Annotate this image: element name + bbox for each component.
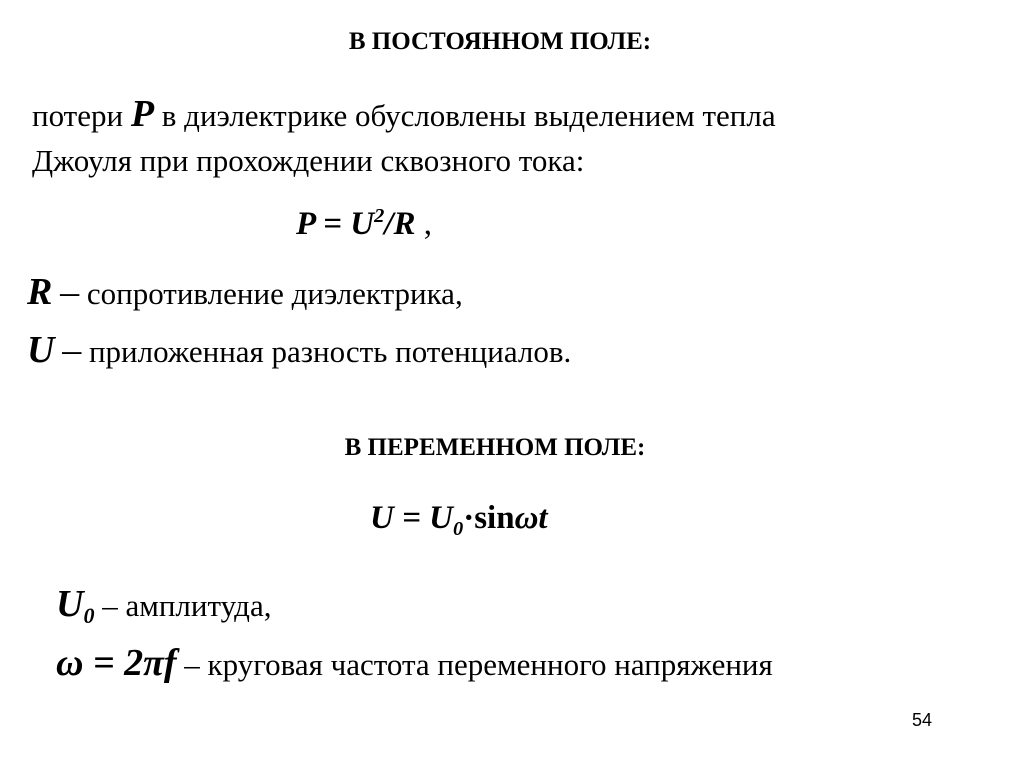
omega-text: – круговая частота переменного напряжения xyxy=(184,647,773,682)
ac-formula-omega-t: ωt xyxy=(514,500,548,536)
ac-heading: В ПЕРЕМЕННОМ ПОЛЕ: xyxy=(344,434,646,461)
resistance-dash: – xyxy=(60,271,80,313)
ac-def-amplitude xyxy=(56,582,272,629)
ac-formula-subscript: 0 xyxy=(452,517,464,540)
omega-symbol: ω = 2 xyxy=(56,642,144,684)
dc-def-resistance xyxy=(27,270,463,314)
dc-formula xyxy=(296,206,432,243)
voltage-dash: – xyxy=(62,329,82,371)
ac-def-omega xyxy=(56,641,773,685)
dc-line-2: Джоуля при прохождении сквозного тока: xyxy=(32,143,585,178)
ac-formula-sin: ·sin xyxy=(463,500,515,536)
dc-def-voltage xyxy=(27,328,571,372)
dc-power-symbol: P xyxy=(130,93,155,135)
amplitude-subscript: 0 xyxy=(83,603,95,629)
pi-symbol: π xyxy=(143,642,164,684)
voltage-text: приложенная разность потенциалов. xyxy=(88,334,572,369)
dc-formula-comma: , xyxy=(423,206,432,242)
resistance-text: сопротивление диэлектрика, xyxy=(86,276,463,311)
frequency-symbol: f xyxy=(163,642,177,684)
dc-formula-rhs: /R xyxy=(384,206,416,242)
dc-line-1 xyxy=(32,92,776,136)
dc-line-1-prefix: потери xyxy=(32,98,124,133)
dc-line-1-suffix: в диэлектрике обусловлены выделением тепла xyxy=(161,98,776,133)
resistance-symbol: R xyxy=(27,271,53,313)
dc-formula-exponent: 2 xyxy=(374,204,385,227)
page-number: 54 xyxy=(912,710,933,730)
voltage-symbol: U xyxy=(27,329,55,371)
dc-heading: В ПОСТОЯННОМ ПОЛЕ: xyxy=(348,28,652,55)
amplitude-text: – амплитуда, xyxy=(102,588,272,623)
amplitude-symbol: U xyxy=(56,583,84,625)
ac-formula xyxy=(370,500,548,540)
ac-formula-lhs: U = U xyxy=(370,500,453,536)
dc-formula-lhs: P = U xyxy=(296,206,375,242)
